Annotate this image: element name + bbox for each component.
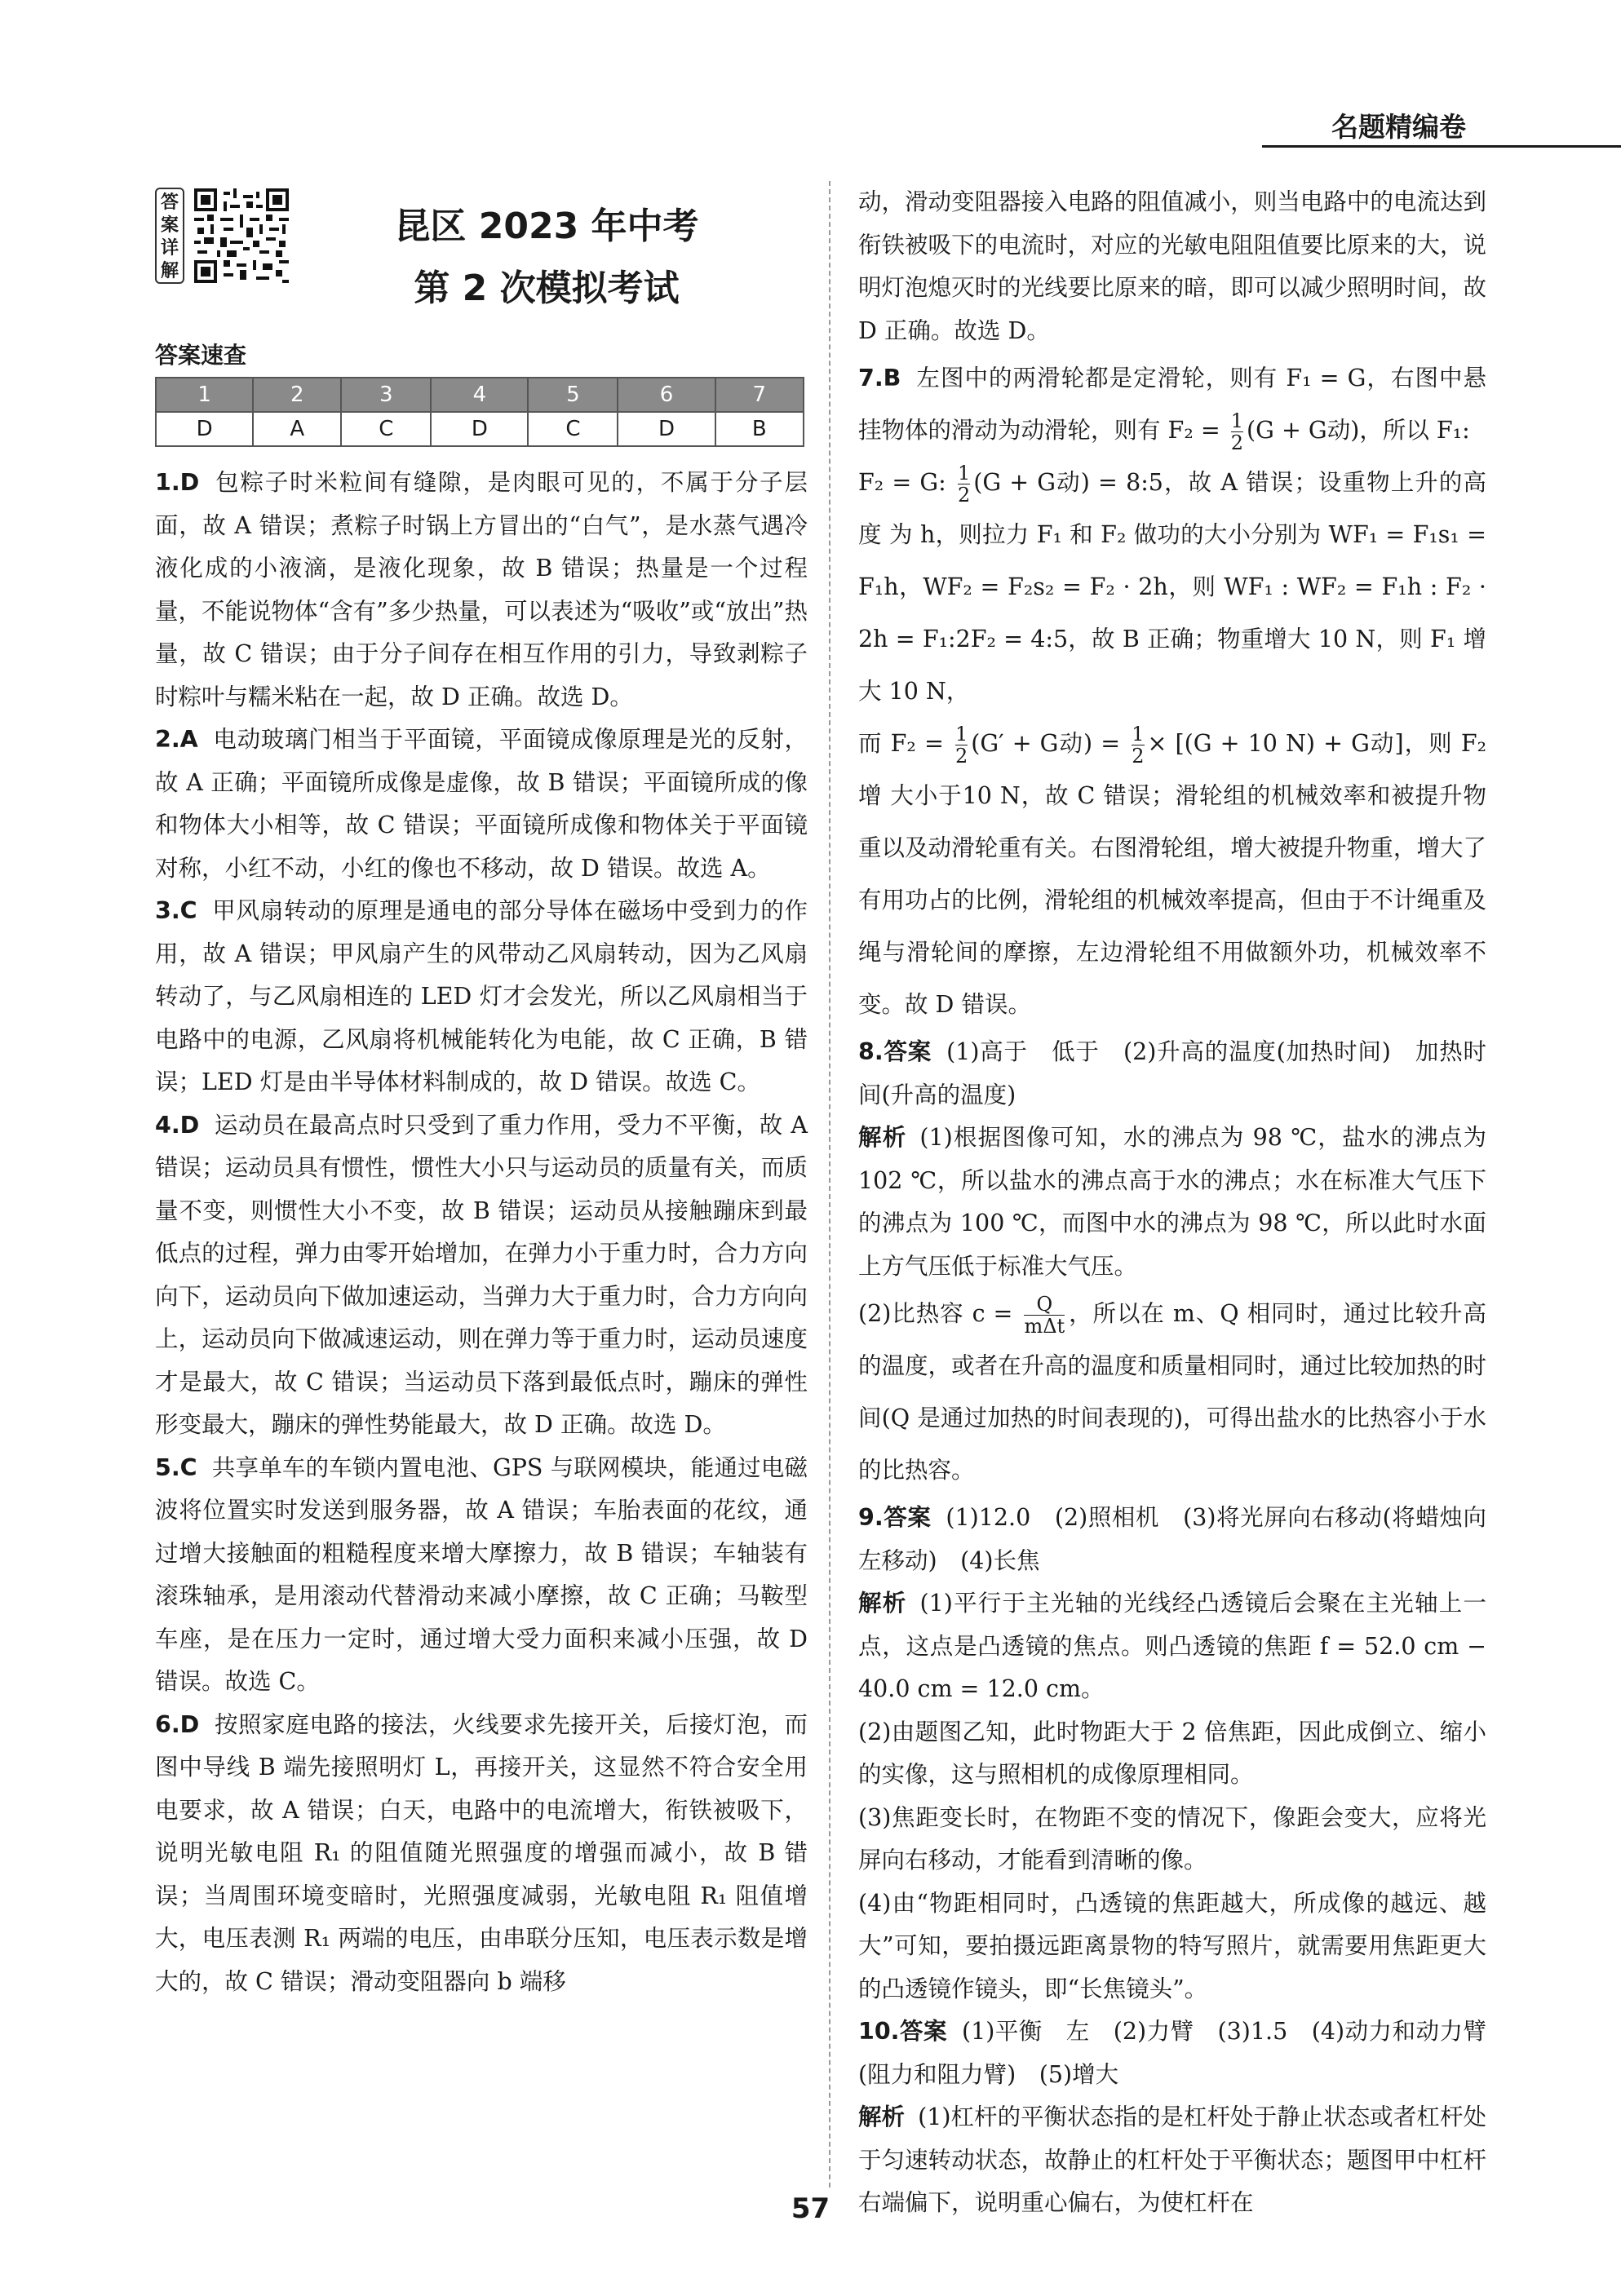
question-number: 3. xyxy=(155,897,180,924)
analysis-label: 解析 xyxy=(858,2104,906,2130)
answer-value: D xyxy=(618,412,715,446)
q10-answer: (1)平衡 左 (2)力臂 (3)1.5 (4)动力和动力臂(阻力和阻力臂) (5)增大 xyxy=(858,2018,1486,2088)
question-key: D xyxy=(179,469,200,496)
quick-answer-heading: 答案速查 xyxy=(155,342,247,369)
question-number: 1. xyxy=(155,469,180,496)
question-explanation: 电动玻璃门相当于平面镜，平面镜成像原理是光的反射，故 A 正确；平面镜所成像是虚像，故 B 错误；平面镜所成的像和物体大小相等，故 C 错误；平面镜所成像和物体关于平面镜对称，小红不动，小红的像也不移动，故 D 错误。故选 A。 xyxy=(155,726,808,882)
answer-label: 答案 xyxy=(883,1504,932,1531)
question-key: C xyxy=(179,1453,197,1481)
answer-number: 1 xyxy=(156,378,253,412)
left-column xyxy=(155,181,808,2003)
fraction-specific-heat xyxy=(1024,1294,1065,1337)
question-key: C xyxy=(179,897,197,924)
title-line-1: 昆区 2023 年中考 xyxy=(394,206,699,247)
analysis-label: 解析 xyxy=(858,1124,907,1151)
q7-text-4a: 而 F₂ = xyxy=(858,730,944,757)
q8-analysis-2a: (2)比热容 c = xyxy=(858,1300,1013,1327)
question-number: 8. xyxy=(858,1038,884,1065)
question-6 xyxy=(155,1704,808,2004)
q9-analysis-4: (4)由“物距相同时，凸透镜的焦距越大，所成像的越远、越大”可知，要拍摄远距离景物的特写照片，就需要用焦距更大的凸透镜作镜头，即“长焦镜头”。 xyxy=(858,1889,1486,2002)
q7-text-1b: (G + G动)，所以 F₁: xyxy=(1247,417,1470,444)
question-number: 2. xyxy=(155,726,180,753)
fraction-denominator: 2 xyxy=(954,745,968,768)
q8-answer: (1)高于 低于 (2)升高的温度(加热时间) 加热时间(升高的温度) xyxy=(858,1038,1486,1108)
q9-analysis-2: (2)由题图乙知，此时物距大于 2 倍焦距，因此成倒立、缩小的实像，这与照相机的成像原理相同。 xyxy=(858,1718,1486,1788)
question-number: 6. xyxy=(155,1710,180,1738)
qr-tag: 答案详解 xyxy=(155,188,184,284)
answer-number-row xyxy=(156,378,804,412)
q7-text-4b: (G′ + G动) = xyxy=(971,730,1121,757)
question-4 xyxy=(155,1104,808,1447)
q8-analysis-1: (1)根据图像可知，水的沸点为 98 ℃，盐水的沸点为 102 ℃，所以盐水的沸点高于水的沸点；水在标准大气压下的沸点为 100 ℃，而图中水的沸点为 98 ℃，所以此时水面上方气压低于标准大气压。 xyxy=(858,1124,1486,1280)
q7-text-4c: × [(G + 10 N) + G动]，则 F₂ 增 xyxy=(858,730,1487,809)
fraction-denominator: 2 xyxy=(1230,431,1244,454)
answer-number: 7 xyxy=(715,378,804,412)
question-key: A xyxy=(179,726,198,753)
question-explanation: 包粽子时米粒间有缝隙，是肉眼可见的，不属于分子层面，故 A 错误；煮粽子时锅上方冒出的“白气”，是水蒸气遇冷液化成的小液滴，是液化现象，故 B 错误；热量是一个过程量，不能说物体“含有”多少热量，可以表述为“吸收”或“放出”热量，故 C 错误；由于分子间存在相互作用的引力，导致剥粽子时粽叶与糯米粘在一起，故 D 正确。故选 D。 xyxy=(155,469,808,710)
analysis-label: 解析 xyxy=(858,1590,907,1617)
left-items xyxy=(155,462,808,2003)
answer-number: 5 xyxy=(528,378,618,412)
fraction-half xyxy=(958,462,970,506)
q7-text-3: 为 h，则拉力 F₁ 和 F₂ 做功的大小分别为 WF₁ = F₁s₁ = F₁h，WF₂ = F₂s₂ = F₂ · 2h，则 WF₁ : WF₂ = F₁h : F₂ · 2h = F₁:2F₂ = 4:5，故 B 正确；物重增大 10 N，则 F₁ 增大 10 N， xyxy=(858,521,1486,705)
question-3 xyxy=(155,890,808,1104)
answer-number: 2 xyxy=(253,378,341,412)
q7-text-1: 左图中的两滑轮都是定滑轮，则有 F₁ = G，右图中悬挂物体的滑动为动滑轮，则有 F₂ = xyxy=(858,365,1486,444)
question-2 xyxy=(155,719,808,890)
fraction-denominator: mΔt xyxy=(1024,1315,1065,1338)
fraction-numerator: 1 xyxy=(1230,409,1244,432)
answer-value: B xyxy=(715,412,804,446)
answer-value: A xyxy=(253,412,341,446)
answer-number: 4 xyxy=(431,378,528,412)
header-label: 名题精编卷 xyxy=(1331,111,1466,143)
fraction-half xyxy=(955,723,968,767)
fraction-numerator: 1 xyxy=(1132,723,1145,745)
answer-value: C xyxy=(528,412,618,446)
answer-value-row xyxy=(156,412,804,446)
answer-value: D xyxy=(156,412,253,446)
fraction-denominator: 2 xyxy=(957,484,971,507)
answer-value: C xyxy=(341,412,431,446)
fraction-half xyxy=(1231,410,1243,453)
question-key: B xyxy=(883,365,901,392)
q9-answer: (1)12.0 (2)照相机 (3)将光屏向右移动(将蜡烛向左移动) (4)长焦 xyxy=(858,1504,1486,1574)
question-explanation: 甲风扇转动的原理是通电的部分导体在磁场中受到力的作用，故 A 错误；甲风扇产生的风带动乙风扇转动，因为乙风扇转动了，与乙风扇相连的 LED 灯才会发光，所以乙风扇相当于电路中的电源，乙风扇将机械能转化为电能，故 C 正确，B 错误；LED 灯是由半导体材料制成的，故 D 错误。故选 C。 xyxy=(155,897,808,1095)
fraction-numerator: 1 xyxy=(957,462,971,484)
q9-analysis-3: (3)焦距变长时，在物距不变的情况下，像距会变大，应将光屏向右移动，才能看到清晰的像。 xyxy=(858,1803,1486,1874)
question-explanation: 共享单车的车锁内置电池、GPS 与联网模块，能通过电磁波将位置实时发送到服务器，故 A 错误；车胎表面的花纹，通过增大接触面的粗糙程度来增大摩擦力，故 B 错误；车轴装有滚珠轴承，是用滚动代替滑动来减小摩擦，故 C 正确；马鞍型车座，是在压力一定时，通过增大受力面积来减小压强，故 D 错误。故选 C。 xyxy=(155,1453,808,1695)
answer-label: 答案 xyxy=(899,2018,947,2045)
question-explanation: 按照家庭电路的接法，火线要求先接开关，后接灯泡，而图中导线 B 端先接照明灯 L，再接开关，这显然不符合安全用电要求，故 A 错误；白天，电路中的电流增大，衔铁被吸下，说明光敏电阻 R₁ 的阻值随光照强度的增强而减小，故 B 错误；当周围环境变暗时，光照强度减弱，光敏电阻 R₁ 阻值增大，电压表测 R₁ 两端的电压，由串联分压知，电压表示数是增大的，故 C 错误；滑动变阻器向 b 端移 xyxy=(155,1710,808,1995)
right-column xyxy=(858,181,1486,2225)
question-key: D xyxy=(179,1111,200,1139)
q8-analysis-2b: ，所以在 m、Q 相同时，通过比较升高的温度，或者在升高的温度和质量相同时，通过比较加热的时间(Q 是通过加热的时间表现的)，可得出盐水的比热容小于水的比热容。 xyxy=(858,1300,1486,1484)
exam-title xyxy=(286,181,808,320)
q9-analysis-1: (1)平行于主光轴的光线经凸透镜后会聚在主光轴上一点，这点是凸透镜的焦点。则凸透镜的焦距 f = 52.0 cm − 40.0 cm = 12.0 cm。 xyxy=(858,1590,1486,1702)
q10-analysis-1: (1)杠杆的平衡状态指的是杠杆处于静止状态或者杠杆处于匀速转动状态，故静止的杠杆处于平衡状态；题图甲中杠杆右端偏下，说明重心偏右，为使杠杆在 xyxy=(858,2104,1486,2216)
question-9 xyxy=(858,1497,1486,2011)
question-8 xyxy=(858,1031,1486,1497)
question-number: 10. xyxy=(858,2018,900,2045)
quick-answer-table xyxy=(155,377,804,447)
question-1 xyxy=(155,462,808,719)
question-6-continued: 动，滑动变阻器接入电路的阻值减小，则当电路中的电流达到衔铁被吸下的电流时，对应的光敏电阻阻值要比原来的大，说明灯泡熄灭时的光线要比原来的暗，即可以减少照明时间，故 D 正确。故选 D。 xyxy=(858,188,1486,344)
fraction-numerator: 1 xyxy=(954,723,968,745)
fraction-half xyxy=(1132,723,1144,767)
column-divider xyxy=(829,181,830,2188)
question-key: D xyxy=(179,1710,200,1738)
fraction-numerator: Q xyxy=(1036,1293,1053,1316)
q7-text-5: 大小于10 N，故 C 错误；滑轮组的机械效率和被提升物重以及动滑轮重有关。右图滑轮组，增大被提升物重，增大了有用功占的比例，滑轮组的机械效率提高，但由于不计绳重及绳与滑轮间的摩擦，左边滑轮组不用做额外功，机械效率不变。故 D 错误。 xyxy=(858,782,1486,1018)
qr-code-icon[interactable] xyxy=(194,188,289,284)
question-7 xyxy=(858,352,1486,1031)
qr-block xyxy=(155,188,289,284)
question-number: 7. xyxy=(858,365,884,392)
question-number: 9. xyxy=(858,1504,884,1531)
answer-label: 答案 xyxy=(883,1038,932,1065)
header-rule xyxy=(1262,145,1621,148)
page-number: 57 xyxy=(791,2192,830,2225)
fraction-denominator: 2 xyxy=(1132,745,1145,768)
question-number: 5. xyxy=(155,1453,180,1481)
title-line-2: 第 2 次模拟考试 xyxy=(414,268,680,309)
answer-number: 3 xyxy=(341,378,431,412)
question-number: 4. xyxy=(155,1111,180,1139)
question-explanation: 运动员在最高点时只受到了重力作用，受力不平衡，故 A 错误；运动员具有惯性，惯性大小只与运动员的质量有关，而质量不变，则惯性大小不变，故 B 错误；运动员从接触蹦床到最低点的过程，弹力由零开始增加，在弹力小于重力时，合力方向向下，运动员向下做加速运动，当弹力大于重力时，合力方向向上，运动员向下做减速运动，则在弹力等于重力时，运动员速度才是最大，故 C 错误；当运动员下落到最低点时，蹦床的弹性形变最大，蹦床的弹性势能最大，故 D 正确。故选 D。 xyxy=(155,1111,808,1438)
q7-text-2a: F₂ = G: xyxy=(858,469,946,496)
title-block xyxy=(155,181,808,326)
answer-number: 6 xyxy=(618,378,715,412)
question-5 xyxy=(155,1447,808,1704)
answer-value: D xyxy=(431,412,528,446)
q7-text-2b: (G + G动) = 8:5，故 A 错误；设重物上升的高度 xyxy=(858,469,1486,548)
